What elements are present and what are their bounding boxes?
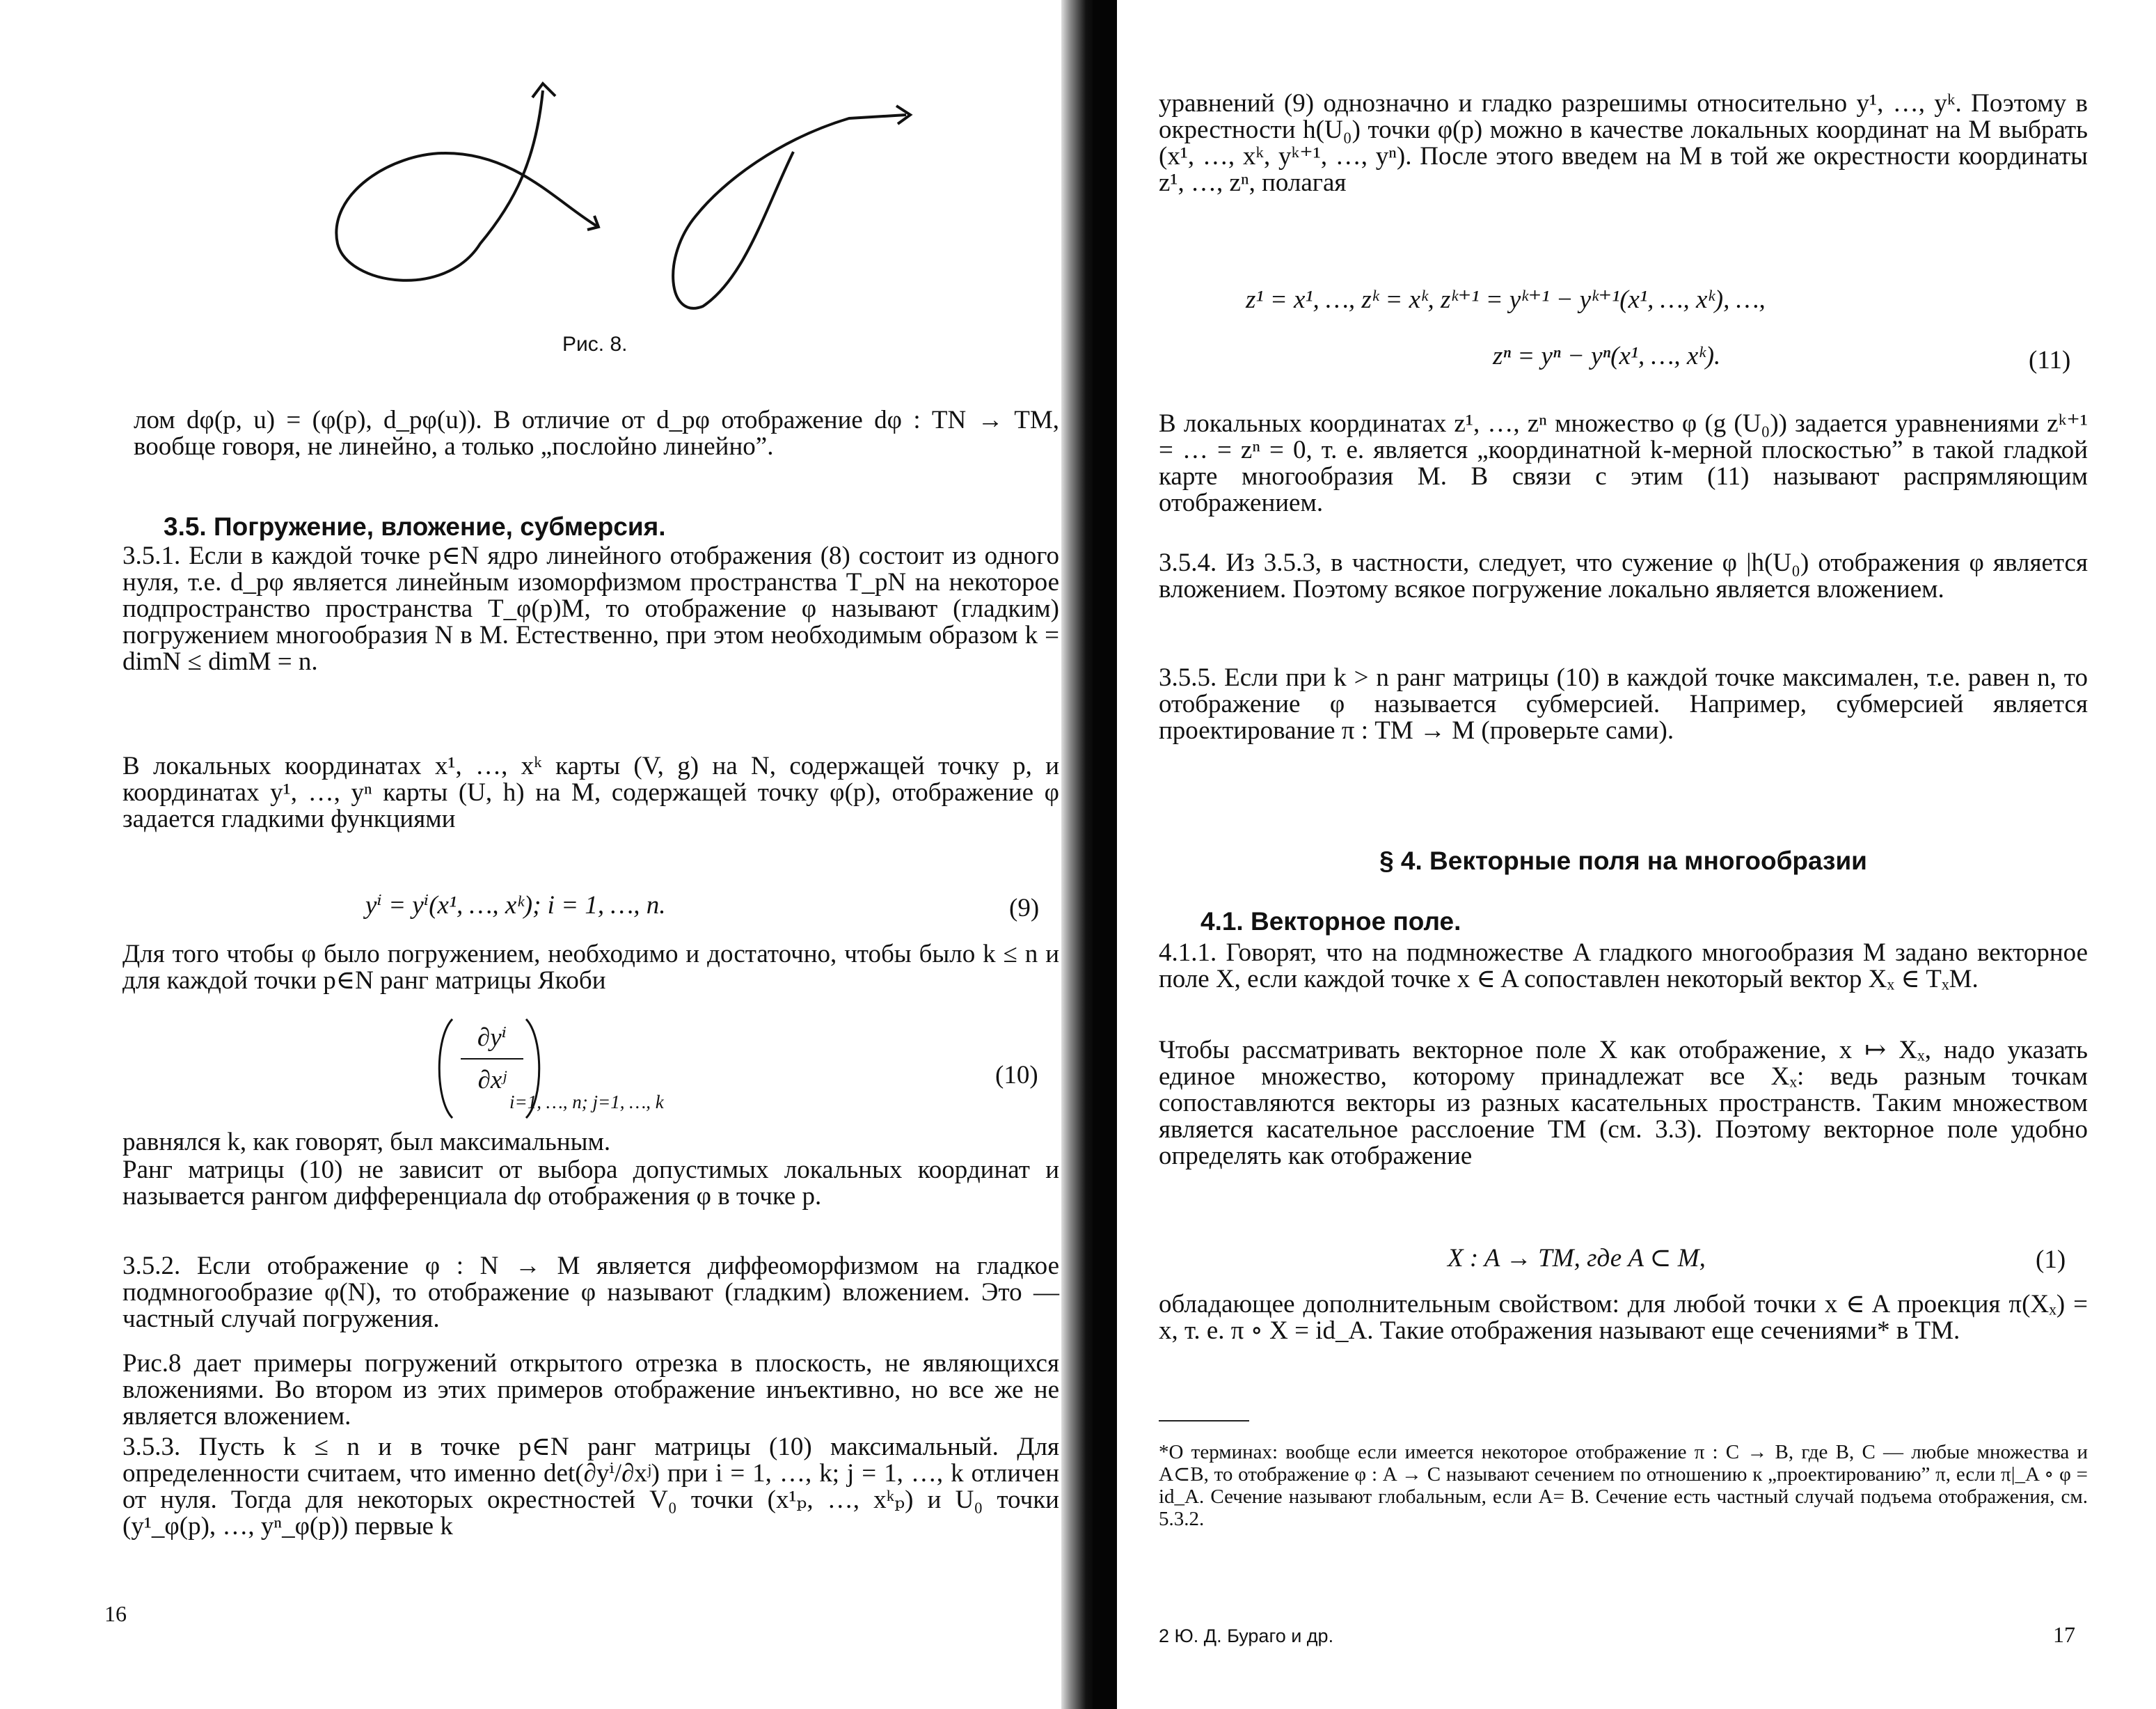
formula-11-line-1: z¹ = x¹, …, zᵏ = xᵏ, zᵏ⁺¹ = yᵏ⁺¹ − yᵏ⁺¹(x¹, …, xᵏ), …,: [1246, 285, 1766, 314]
paragraph-4-1-1: 4.1.1. Говорят, что на подмножестве A гладкого многообразия M задано векторное поле X, если каждой точке x ∈ A сопоставлен некоторый вектор Xₓ ∈ TₓM.: [1159, 938, 2088, 993]
footnote: *О терминах: вообще если имеется некоторое отображение π : C → B, где B, C — любые множества и A⊂B, то отображение φ : A → C называют сечением по отношению к „проектированию” π, если π|_A ∘ φ = id_A. Сечение называют глобальным, если A= B. Сечение есть частный случай подъема отображения, см. 5.3.2.: [1159, 1441, 2088, 1530]
equation-number-1: (1): [2036, 1245, 2066, 1274]
section-heading-4: § 4. Векторные поля на многообразии: [1379, 846, 1867, 875]
subsection-heading-4-1: 4.1. Векторное поле.: [1200, 907, 1461, 936]
formula-9: yⁱ = yⁱ(x¹, …, xᵏ); i = 1, …, n.: [365, 891, 666, 920]
figure-caption: Рис. 8.: [562, 333, 628, 356]
jacobi-fraction-bar: [461, 1058, 523, 1060]
printer-signature: 2 Ю. Д. Бураго и др.: [1159, 1625, 1334, 1646]
right-page: [1117, 0, 2156, 1709]
equation-number-10: (10): [995, 1061, 1038, 1089]
jacobi-matrix: [431, 1016, 752, 1121]
paragraph-figure-8: Рис.8 дает примеры погружений открытого отрезка в плоскость, не являющихся вложениями. Во втором из этих примеров отображение инъективно, но все же не является вложением.: [122, 1349, 1059, 1431]
page-number-left: 16: [104, 1601, 127, 1626]
equation-number-11: (11): [2029, 346, 2071, 375]
paragraph-vector-field-map: Чтобы рассматривать векторное поле X как отображение, x ↦ Xₓ, надо указать единое множество, которому принадлежат все Xₓ: ведь разным точкам сопоставляются векторы из разных касательных пространств. Таким множеством является касательное расслоение TM (см. 3.3). Поэтому векторное поле удобно определять как отображение: [1159, 1036, 2088, 1170]
page-number-right: 17: [2053, 1622, 2075, 1647]
paragraph-maximal: равнялся k, как говорят, был максимальным.: [122, 1128, 611, 1156]
formula-11-line-2: zⁿ = yⁿ − yⁿ(x¹, …, xᵏ).: [1493, 342, 1721, 370]
formula-1: X : A → TM, где A ⊂ M,: [1448, 1244, 1706, 1273]
paragraph-dphi: лом dφ(p, u) = (φ(p), d_pφ(u)). В отличие от d_pφ отображение dφ : TN → TM, вообще говоря, не линейно, а только „послойно линейно”.: [134, 406, 1059, 461]
footnote-rule: [1159, 1420, 1249, 1421]
paragraph-sections: обладающее дополнительным свойством: для любой точки x ∈ A проекция π(Xₓ) = x, т. е. π ∘ X = id_A. Такие отображения называют еще сечениями* в TM.: [1159, 1290, 2088, 1345]
section-heading-3-5: 3.5. Погружение, вложение, субмерсия.: [164, 512, 666, 541]
paragraph-local-coords: В локальных координатах x¹, …, xᵏ карты (V, g) на N, содержащей точку p, и координатах y¹, …, yⁿ карты (U, h) на M, содержащей точку φ(p), отображение φ задается гладкими функциями: [122, 752, 1059, 833]
left-page: [0, 0, 1061, 1709]
paragraph-rank-condition: Для того чтобы φ было погружением, необходимо и достаточно, чтобы было k ≤ n и для каждой точки p∈N ранг матрицы Якоби: [122, 940, 1059, 995]
paragraph-z-coords: В локальных координатах z¹, …, zⁿ множество φ (g (U₀)) задается уравнениями zᵏ⁺¹ = … = zⁿ = 0, т. е. является „координатной k-мерной плоскостью” в такой гладкой карте многообразия M. В связи с этим (11) называют распрямляющим отображением.: [1159, 409, 2088, 517]
paragraph-3-5-5: 3.5.5. Если при k > n ранг матрицы (10) в каждой точке максимален, т.е. равен n, то отображение φ называется субмерсией. Например, субмерсией является проектирование π : TM → M (проверьте сами).: [1159, 663, 2088, 745]
paragraph-3-5-4: 3.5.4. Из 3.5.3, в частности, следует, что сужение φ |h(U₀) отображения φ является вложением. Поэтому всякое погружение локально является вложением.: [1159, 549, 2088, 604]
paragraph-3-5-3: 3.5.3. Пусть k ≤ n и в точке p∈N ранг матрицы (10) максимальный. Для определенности считаем, что именно det(∂yⁱ/∂xʲ) при i = 1, …, k; j = 1, …, k отличен от нуля. Тогда для некоторых окрестностей V₀ точки (x¹ₚ, …, xᵏₚ) и U₀ точки (y¹_φ(p), …, yⁿ_φ(p)) первые k: [122, 1433, 1059, 1541]
equation-number-9: (9): [1009, 894, 1040, 922]
paragraph-3-5-2: 3.5.2. Если отображение φ : N → M является диффеоморфизмом на гладкое подмногообразие φ(N), то отображение φ называют (гладким) вложением. Это — частный случай погружения.: [122, 1252, 1059, 1333]
paragraph-rank-differential: Ранг матрицы (10) не зависит от выбора допустимых локальных координат и называется рангом дифференциала dφ отображения φ в точке p.: [122, 1156, 1059, 1211]
jacobi-numerator: ∂yⁱ: [477, 1023, 507, 1052]
jacobi-subscript: i=1, …, n; j=1, …, k: [509, 1092, 664, 1112]
paragraph-continuation: уравнений (9) однозначно и гладко разрешимы относительно y¹, …, yᵏ. Поэтому в окрестности h(U₀) точки φ(p) можно в качестве локальных координат на M выбрать (x¹, …, xᵏ, yᵏ⁺¹, …, yⁿ). После этого введем на M в той же окрестности координаты z¹, …, zⁿ, полагая: [1159, 89, 2088, 197]
paragraph-3-5-1: 3.5.1. Если в каждой точке p∈N ядро линейного отображения (8) состоит из одного нуля, т.е. d_pφ является линейным изоморфизмом пространства T_pN на некоторое подпространство пространства T_φ(p)M, то отображение φ называют (гладким) погружением многообразия N в M. Естественно, при этом необходимым образом k = dimN ≤ dimM = n.: [122, 542, 1059, 676]
figure-8-immersion-curves: [306, 77, 933, 327]
jacobi-denominator: ∂xʲ: [477, 1066, 507, 1094]
